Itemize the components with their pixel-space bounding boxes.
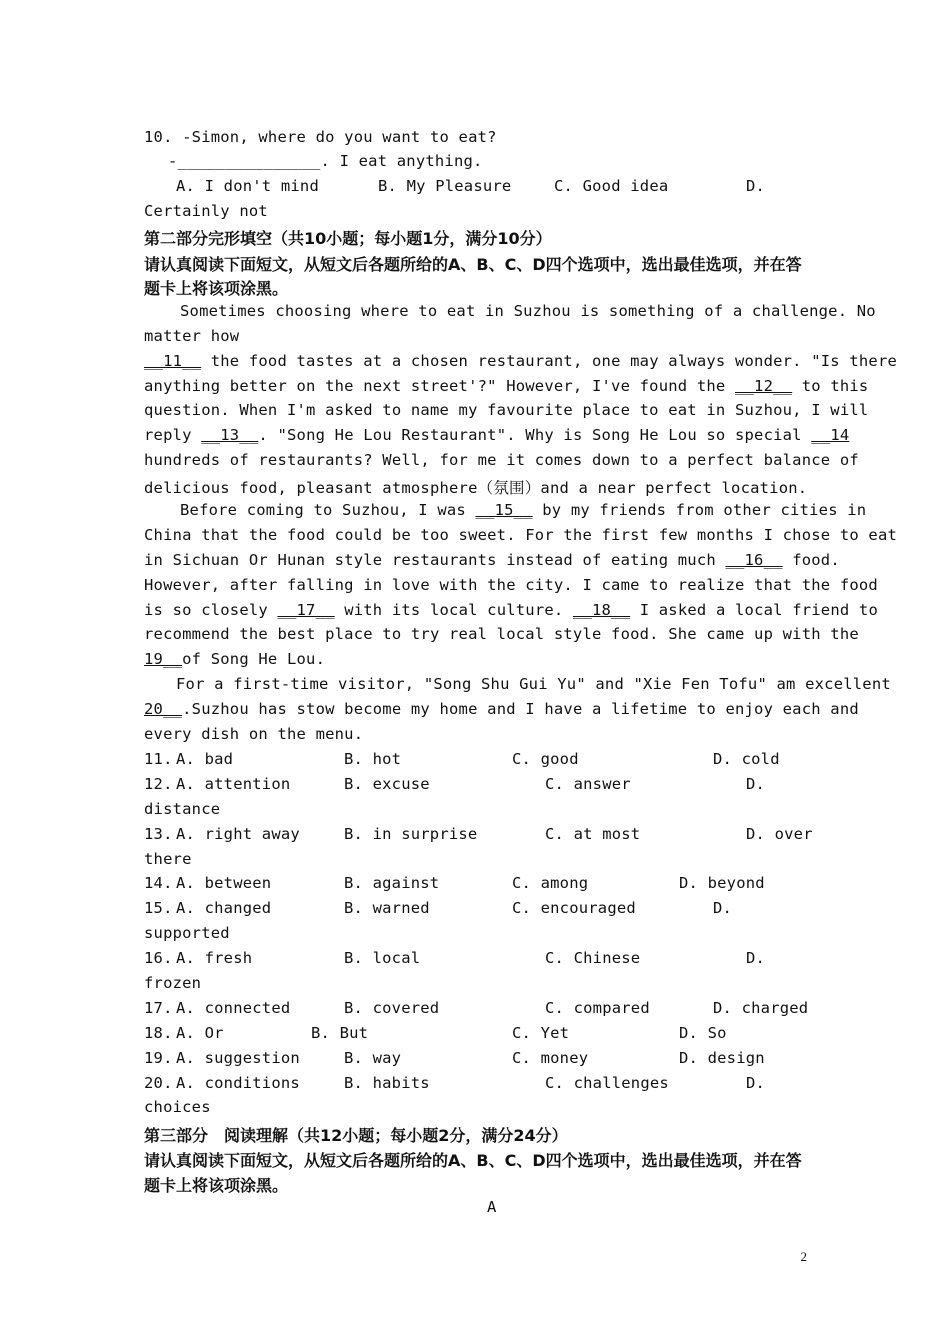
part2-title: 第二部分完形填空（共10小题；每小题1分，满分10分） — [144, 229, 552, 248]
option-d: D. So — [679, 1024, 727, 1042]
blank-12: __12__ — [734, 377, 793, 395]
option-a: A. conditions — [176, 1074, 300, 1092]
option-c: C. Chinese — [545, 949, 641, 967]
option-d: D. — [746, 1074, 766, 1092]
option-b: B. in surprise — [344, 825, 478, 843]
passage-line: Sometimes choosing where to eat in Suzhou is something of a challenge. No — [180, 302, 876, 320]
option-c: C. challenges — [545, 1074, 669, 1092]
option-number: 15. — [144, 899, 173, 917]
option-d: D. over — [746, 825, 813, 843]
q10-option-d: D. — [746, 177, 766, 195]
option-c: C. answer — [545, 775, 631, 793]
option-number: 20. — [144, 1074, 173, 1092]
q10-option-d-wrap: Certainly not — [144, 202, 268, 220]
part2-instruction-line1: 请认真阅读下面短文，从短文后各题所给的A、B、C、D四个选项中，选出最佳选项，并在答 — [144, 255, 802, 274]
option-d: D. design — [679, 1049, 765, 1067]
option-number: 14. — [144, 874, 173, 892]
passage-line: delicious food, pleasant atmosphere（氛围）and a near perfect location. — [144, 479, 808, 497]
passage-line: reply __13__. "Song He Lou Restaurant". Why is Song He Lou so special __14 — [144, 426, 850, 444]
option-b: B. But — [311, 1024, 369, 1042]
option-c: C. good — [512, 750, 579, 768]
passage-line: question. When I'm asked to name my favourite place to eat in Suzhou, I will — [144, 401, 869, 419]
q10-response: -_______________. I eat anything. — [168, 152, 483, 170]
option-d-wrap: distance — [144, 800, 221, 818]
option-a: A. connected — [176, 999, 291, 1017]
blank-16: __16__ — [725, 551, 783, 569]
q10-stem: 10. -Simon, where do you want to eat? — [144, 128, 497, 146]
option-number: 13. — [144, 825, 173, 843]
option-number: 12. — [144, 775, 173, 793]
option-number: 18. — [144, 1024, 173, 1042]
option-a: A. right away — [176, 825, 300, 843]
option-a: A. fresh — [176, 949, 253, 967]
option-number: 17. — [144, 999, 173, 1017]
option-d: D. charged — [713, 999, 809, 1017]
section-heading: A — [487, 1198, 497, 1216]
option-a: A. attention — [176, 775, 291, 793]
option-d-wrap: supported — [144, 924, 230, 942]
passage-line: However, after falling in love with the city. I came to realize that the food — [144, 576, 878, 594]
option-b: B. local — [344, 949, 421, 967]
option-c: C. at most — [545, 825, 641, 843]
option-b: B. hot — [344, 750, 402, 768]
part3-instruction-line2: 题卡上将该项涂黑。 — [144, 1176, 289, 1195]
option-d: D. beyond — [679, 874, 765, 892]
option-c: C. among — [512, 874, 589, 892]
blank-17: __17__ — [277, 601, 335, 619]
option-number: 19. — [144, 1049, 173, 1067]
option-a: A. between — [176, 874, 272, 892]
option-d-wrap: choices — [144, 1098, 211, 1116]
passage-line: 19__of Song He Lou. — [144, 650, 326, 668]
passage-line: 20__.Suzhou has stow become my home and I have a lifetime to enjoy each and — [144, 700, 859, 718]
passage-line: is so closely __17__ with its local culture. __18__ I asked a local friend to — [144, 601, 878, 619]
part3-title: 第三部分 阅读理解（共12小题；每小题2分，满分24分） — [144, 1126, 568, 1145]
option-b: B. covered — [344, 999, 440, 1017]
option-number: 16. — [144, 949, 173, 967]
option-c: C. compared — [545, 999, 650, 1017]
part2-instruction-line2: 题卡上将该项涂黑。 — [144, 279, 289, 298]
option-a: A. bad — [176, 750, 234, 768]
option-number: 11. — [144, 750, 173, 768]
blank-11: __11__ — [144, 352, 202, 370]
option-b: B. against — [344, 874, 440, 892]
passage-line: every dish on the menu. — [144, 725, 364, 743]
blank-19: 19__ — [144, 650, 183, 668]
part3-instruction-line1: 请认真阅读下面短文，从短文后各题所给的A、B、C、D四个选项中，选出最佳选项，并在答 — [144, 1151, 802, 1170]
option-b: B. habits — [344, 1074, 430, 1092]
passage-line: China that the food could be too sweet. For the first few months I chose to eat — [144, 526, 898, 544]
passage-line: recommend the best place to try real local style food. She came up with the — [144, 625, 859, 643]
option-d: D. — [713, 899, 733, 917]
blank-20: 20__ — [144, 700, 183, 718]
option-c: C. money — [512, 1049, 589, 1067]
page-number: 2 — [800, 1249, 807, 1264]
blank-13: __13__ — [201, 426, 259, 444]
blank-14: __14 — [811, 426, 850, 444]
option-d: D. — [746, 775, 766, 793]
blank-18: __18__ — [572, 601, 631, 619]
q10-option-c: C. Good idea — [554, 177, 669, 195]
q10-option-b: B. My Pleasure — [378, 177, 512, 195]
option-b: B. warned — [344, 899, 430, 917]
passage-line: matter how — [144, 327, 240, 345]
option-d-wrap: there — [144, 850, 192, 868]
option-d: D. cold — [713, 750, 780, 768]
q10-option-a: A. I don't mind — [176, 177, 319, 195]
option-c: C. encouraged — [512, 899, 636, 917]
option-c: C. Yet — [512, 1024, 570, 1042]
passage-line: in Sichuan Or Hunan style restaurants instead of eating much __16__ food. — [144, 551, 840, 569]
option-d-wrap: frozen — [144, 974, 202, 992]
option-a: A. Or — [176, 1024, 224, 1042]
passage-line: __11__ the food tastes at a chosen restaurant, one may always wonder. "Is there — [144, 352, 898, 370]
passage-line: For a first-time visitor, "Song Shu Gui Yu" and "Xie Fen Tofu" am excellent — [176, 675, 891, 693]
passage-line: hundreds of restaurants? Well, for me it comes down to a perfect balance of — [144, 451, 859, 469]
option-a: A. suggestion — [176, 1049, 300, 1067]
passage-line: anything better on the next street'?" However, I've found the __12__ to this — [144, 377, 869, 395]
option-d: D. — [746, 949, 766, 967]
passage-line: Before coming to Suzhou, I was __15__ by my friends from other cities in — [180, 501, 867, 519]
option-b: B. excuse — [344, 775, 430, 793]
blank-15: __15__ — [475, 501, 533, 519]
option-b: B. way — [344, 1049, 402, 1067]
option-a: A. changed — [176, 899, 272, 917]
